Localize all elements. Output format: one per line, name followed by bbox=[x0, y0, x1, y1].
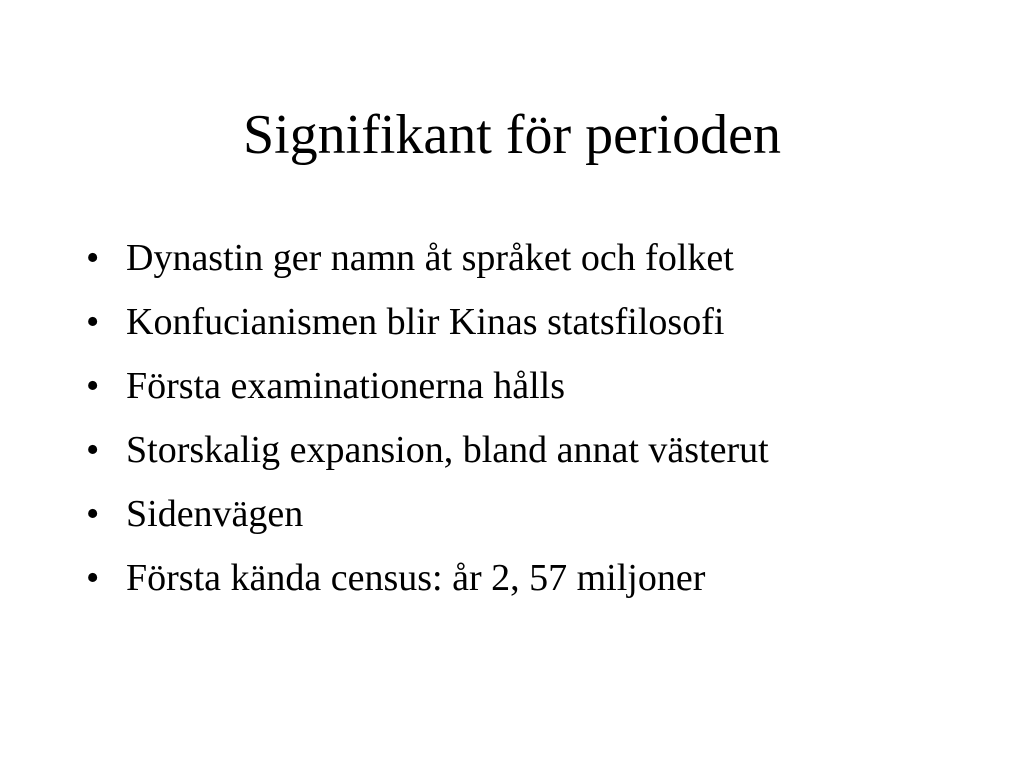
bullet-marker: • bbox=[86, 365, 100, 407]
bullet-list bbox=[86, 232, 769, 616]
bullet-marker: • bbox=[86, 493, 100, 535]
bullet-marker: • bbox=[86, 557, 100, 599]
bullet-item-4 bbox=[86, 424, 769, 488]
bullet-marker: • bbox=[86, 237, 100, 279]
bullet-item-1 bbox=[86, 232, 769, 296]
bullet-text: Första kända census: år 2, 57 miljoner bbox=[126, 557, 706, 599]
bullet-text: Sidenvägen bbox=[126, 493, 304, 535]
bullet-item-6 bbox=[86, 552, 769, 616]
slide-title: Signifikant för perioden bbox=[242, 104, 782, 166]
bullet-item-2 bbox=[86, 296, 769, 360]
bullet-text: Storskalig expansion, bland annat västerut bbox=[126, 429, 769, 471]
bullet-marker: • bbox=[86, 429, 100, 471]
bullet-text: Dynastin ger namn åt språket och folket bbox=[126, 237, 734, 279]
bullet-item-5 bbox=[86, 488, 769, 552]
bullet-text: Konfucianismen blir Kinas statsfilosofi bbox=[126, 301, 725, 343]
bullet-marker: • bbox=[86, 301, 100, 343]
bullet-item-3 bbox=[86, 360, 769, 424]
bullet-text: Första examinationerna hålls bbox=[126, 365, 565, 407]
